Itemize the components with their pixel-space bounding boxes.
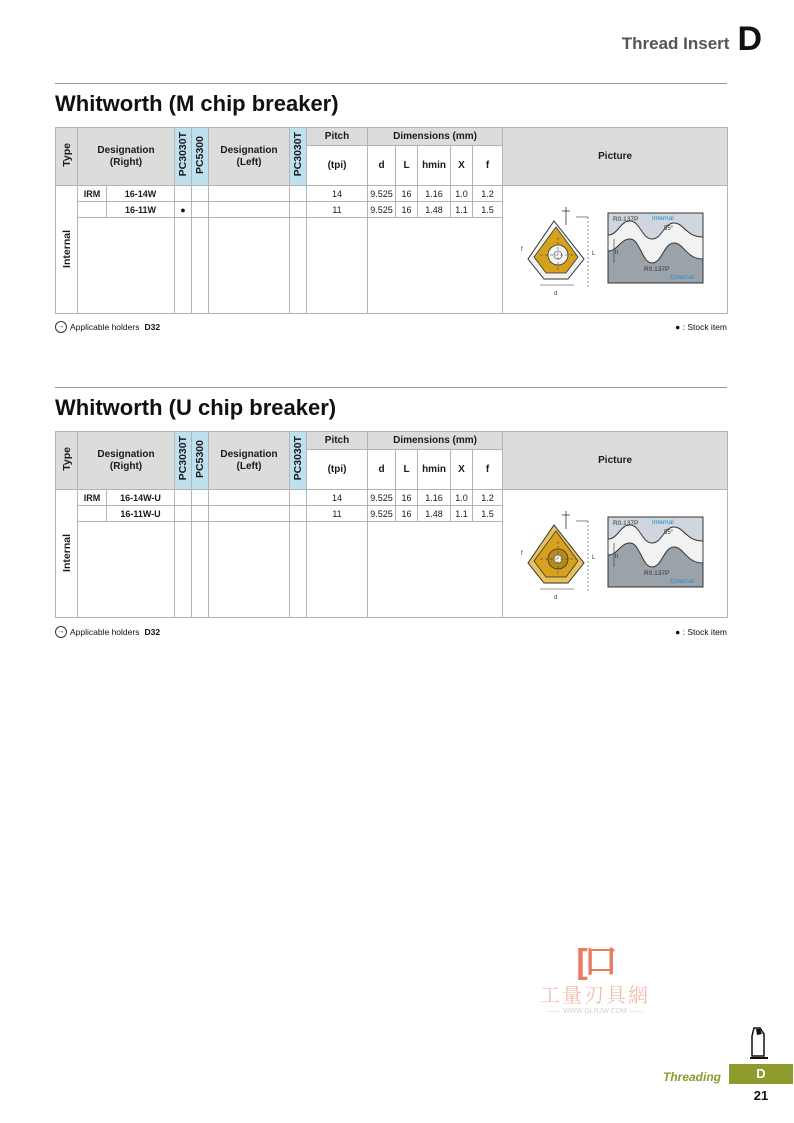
arrow-circle-icon: → bbox=[55, 626, 67, 638]
L-cell: 16 bbox=[396, 506, 418, 522]
svg-text:External: External bbox=[670, 577, 694, 585]
header-f: f bbox=[473, 450, 503, 490]
tpi-cell: 11 bbox=[307, 506, 368, 522]
header-f: f bbox=[473, 146, 503, 186]
header-type: Type bbox=[56, 432, 78, 490]
hmin-cell: 1.48 bbox=[418, 202, 451, 218]
grade-cell bbox=[192, 202, 209, 218]
svg-text:R0.137P: R0.137P bbox=[613, 519, 639, 527]
footer-section-tab[interactable]: D bbox=[729, 1064, 793, 1084]
svg-text:f: f bbox=[521, 550, 523, 557]
designation-cell: 16-11W bbox=[107, 202, 175, 218]
X-cell: 1.0 bbox=[451, 186, 473, 202]
svg-text:h: h bbox=[615, 249, 619, 256]
header-tpi: (tpi) bbox=[307, 450, 368, 490]
spec-table bbox=[55, 127, 728, 314]
insert-diagram bbox=[504, 199, 726, 299]
X-cell: 1.1 bbox=[451, 202, 473, 218]
table-row bbox=[56, 490, 728, 506]
X-cell: 1.1 bbox=[451, 506, 473, 522]
d-cell: 9.525 bbox=[368, 506, 396, 522]
header-grade-pc3030t: PC3030T bbox=[175, 128, 192, 186]
X-cell: 1.0 bbox=[451, 490, 473, 506]
table-footer bbox=[55, 626, 727, 638]
svg-text:55°: 55° bbox=[664, 529, 674, 536]
hmin-cell: 1.16 bbox=[418, 490, 451, 506]
grade-cell bbox=[290, 490, 307, 506]
hmin-cell: 1.16 bbox=[418, 186, 451, 202]
designation-left-cell bbox=[209, 490, 290, 506]
grade-cell bbox=[192, 186, 209, 202]
watermark bbox=[520, 945, 670, 1015]
holders-label: Applicable holders bbox=[70, 322, 140, 332]
footer-section-label: Threading bbox=[663, 1070, 722, 1084]
watermark-text: 工量刃具網 bbox=[540, 985, 650, 1007]
tpi-cell: 11 bbox=[307, 202, 368, 218]
holders-label: Applicable holders bbox=[70, 627, 140, 637]
grade-cell bbox=[290, 186, 307, 202]
holders-page-link[interactable]: D32 bbox=[144, 322, 161, 332]
designation-cell: 16-14W-U bbox=[107, 490, 175, 506]
grade-cell bbox=[175, 490, 192, 506]
svg-text:f: f bbox=[521, 246, 523, 253]
header-hmin: hmin bbox=[418, 450, 451, 490]
section-divider bbox=[55, 387, 727, 388]
prefix-cell bbox=[78, 202, 107, 218]
svg-text:L: L bbox=[592, 250, 596, 257]
table-row bbox=[56, 186, 728, 202]
f-cell: 1.5 bbox=[473, 506, 503, 522]
f-cell: 1.2 bbox=[473, 186, 503, 202]
table-footer bbox=[55, 321, 727, 333]
prefix-cell: IRM bbox=[78, 490, 107, 506]
svg-text:R0.137P: R0.137P bbox=[644, 569, 670, 577]
svg-text:R0.137P: R0.137P bbox=[644, 265, 670, 273]
arrow-circle-icon: → bbox=[55, 321, 67, 333]
grade-cell bbox=[290, 506, 307, 522]
header-dimensions: Dimensions (mm) bbox=[368, 432, 503, 450]
svg-text:External: External bbox=[670, 273, 694, 281]
grade-cell bbox=[175, 186, 192, 202]
header-X: X bbox=[451, 146, 473, 186]
grade-cell bbox=[192, 490, 209, 506]
L-cell: 16 bbox=[396, 202, 418, 218]
type-cell: Internal bbox=[56, 186, 78, 314]
header-d: d bbox=[368, 450, 396, 490]
tpi-cell: 14 bbox=[307, 490, 368, 506]
header-d: d bbox=[368, 146, 396, 186]
header-grade-pc3030t-left: PC3030T bbox=[290, 432, 307, 490]
page-header bbox=[622, 22, 762, 56]
header-pitch: Pitch bbox=[307, 128, 368, 146]
insert-diagram bbox=[504, 503, 726, 603]
d-cell: 9.525 bbox=[368, 186, 396, 202]
grade-cell bbox=[175, 506, 192, 522]
header-designation-left: Designation (Left) bbox=[209, 128, 290, 186]
designation-left-cell bbox=[209, 186, 290, 202]
svg-text:h: h bbox=[615, 553, 619, 560]
d-cell: 9.525 bbox=[368, 202, 396, 218]
header-grade-pc3030t-left: PC3030T bbox=[290, 128, 307, 186]
type-cell: Internal bbox=[56, 490, 78, 618]
page-number: 21 bbox=[753, 1088, 769, 1103]
header-tpi: (tpi) bbox=[307, 146, 368, 186]
grade-cell: ● bbox=[175, 202, 192, 218]
L-cell: 16 bbox=[396, 186, 418, 202]
spec-table bbox=[55, 431, 728, 618]
svg-text:Internal: Internal bbox=[652, 214, 674, 222]
header-designation-right: Designation (Right) bbox=[78, 128, 175, 186]
svg-text:d: d bbox=[554, 290, 558, 297]
header-designation-left: Designation (Left) bbox=[209, 432, 290, 490]
page-header-title: Thread Insert bbox=[621, 34, 730, 53]
header-grade-pc5300: PC5300 bbox=[192, 128, 209, 186]
threading-tool-icon bbox=[746, 1026, 772, 1062]
svg-text:d: d bbox=[554, 594, 558, 601]
header-dimensions: Dimensions (mm) bbox=[368, 128, 503, 146]
header-L: L bbox=[396, 146, 418, 186]
svg-text:55°: 55° bbox=[664, 225, 674, 232]
svg-text:Internal: Internal bbox=[652, 518, 674, 526]
picture-cell bbox=[503, 186, 728, 314]
header-grade-pc3030t: PC3030T bbox=[175, 432, 192, 490]
svg-text:L: L bbox=[592, 554, 596, 561]
holders-page-link[interactable]: D32 bbox=[144, 627, 161, 637]
header-picture: Picture bbox=[503, 128, 728, 186]
d-cell: 9.525 bbox=[368, 490, 396, 506]
header-picture: Picture bbox=[503, 432, 728, 490]
section-title: Whitworth (M chip breaker) bbox=[55, 91, 339, 116]
designation-left-cell bbox=[209, 506, 290, 522]
designation-cell: 16-14W bbox=[107, 186, 175, 202]
grade-cell bbox=[192, 506, 209, 522]
designation-left-cell bbox=[209, 202, 290, 218]
stock-note: ● : Stock item bbox=[675, 627, 727, 637]
grade-cell bbox=[290, 202, 307, 218]
f-cell: 1.2 bbox=[473, 490, 503, 506]
watermark-url: —— WWW.GLRJW.COM —— bbox=[547, 1008, 643, 1015]
watermark-logo: [口 bbox=[576, 943, 614, 981]
designation-cell: 16-11W-U bbox=[107, 506, 175, 522]
f-cell: 1.5 bbox=[473, 202, 503, 218]
tpi-cell: 14 bbox=[307, 186, 368, 202]
picture-cell bbox=[503, 490, 728, 618]
section-divider bbox=[55, 83, 727, 84]
prefix-cell bbox=[78, 506, 107, 522]
L-cell: 16 bbox=[396, 490, 418, 506]
header-type: Type bbox=[56, 128, 78, 186]
header-hmin: hmin bbox=[418, 146, 451, 186]
header-X: X bbox=[451, 450, 473, 490]
section-title: Whitworth (U chip breaker) bbox=[55, 395, 337, 420]
header-pitch: Pitch bbox=[307, 432, 368, 450]
page-header-letter: D bbox=[737, 20, 762, 58]
header-grade-pc5300: PC5300 bbox=[192, 432, 209, 490]
header-L: L bbox=[396, 450, 418, 490]
stock-note: ● : Stock item bbox=[675, 322, 727, 332]
hmin-cell: 1.48 bbox=[418, 506, 451, 522]
prefix-cell: IRM bbox=[78, 186, 107, 202]
svg-text:R0.137P: R0.137P bbox=[613, 215, 639, 223]
header-designation-right: Designation (Right) bbox=[78, 432, 175, 490]
